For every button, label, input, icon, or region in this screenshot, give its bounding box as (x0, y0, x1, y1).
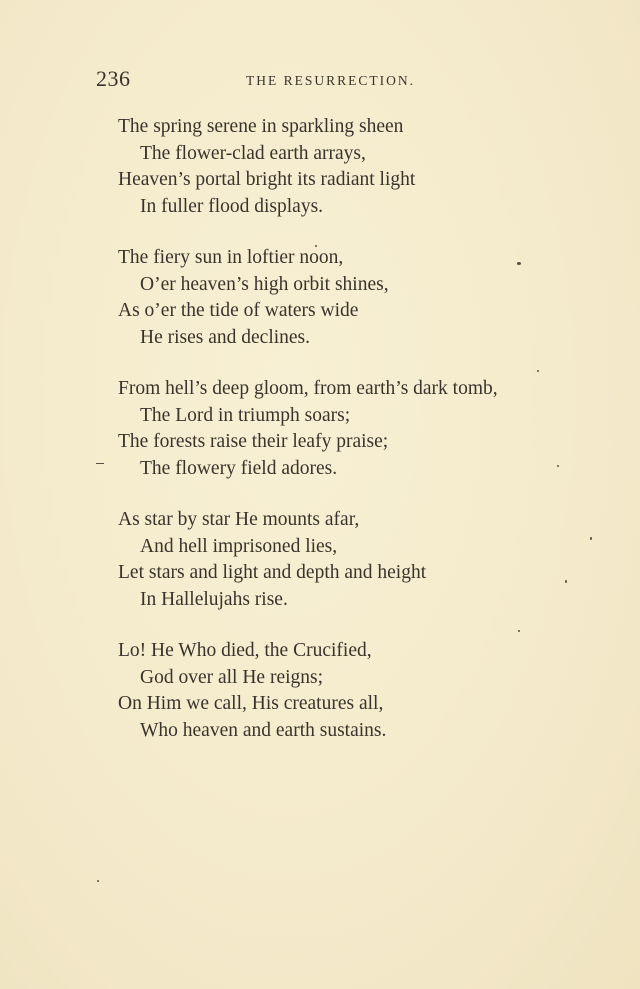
stanza-3 (118, 376, 618, 482)
poem-line: Lo! He Who died, the Crucified, (118, 640, 372, 661)
poem-line: From hell’s deep gloom, from earth’s dark tomb, (118, 378, 498, 399)
stanza-4 (118, 507, 618, 613)
poem-line: In fuller flood displays. (140, 195, 324, 217)
poem-line: The flowery field adores. (140, 457, 338, 479)
print-speck (518, 630, 520, 632)
print-speck (537, 370, 539, 372)
poem-line: He rises and declines. (140, 326, 311, 348)
poem-line: Let stars and light and depth and height (118, 562, 427, 583)
page-number: 236 (96, 66, 131, 91)
poem-line: Heaven’s portal bright its radiant light (118, 169, 416, 190)
poem-line: And hell imprisoned lies, (140, 535, 338, 557)
poem-line: O’er heaven’s high orbit shines, (140, 273, 389, 295)
stanza-2 (118, 245, 618, 351)
poem-line: The flower-clad earth arrays, (140, 142, 366, 164)
print-speck (96, 463, 104, 464)
print-speck (590, 537, 592, 540)
print-speck (315, 245, 317, 247)
poem-line: The Lord in triumph soars; (140, 404, 351, 426)
poem-line: God over all He reigns; (140, 666, 324, 688)
poem-line: On Him we call, His creatures all, (118, 693, 384, 714)
print-speck (517, 262, 521, 265)
poem-line: In Hallelujahs rise. (140, 588, 288, 610)
print-speck (97, 880, 99, 882)
print-speck (565, 580, 567, 583)
page-header (96, 66, 536, 96)
poem-line: As star by star He mounts afar, (118, 509, 360, 530)
poem-line: As o’er the tide of waters wide (118, 300, 359, 321)
stanza-1 (118, 114, 618, 220)
poem-line: The fiery sun in loftier noon, (118, 247, 344, 268)
stanza-5 (118, 638, 618, 744)
poem-line: Who heaven and earth sustains. (140, 719, 387, 741)
poem (118, 114, 618, 769)
print-speck (557, 465, 559, 467)
poem-line: The spring serene in sparkling sheen (118, 116, 404, 137)
running-head: THE RESURRECTION. (246, 73, 415, 88)
poem-line: The forests raise their leafy praise; (118, 431, 389, 452)
